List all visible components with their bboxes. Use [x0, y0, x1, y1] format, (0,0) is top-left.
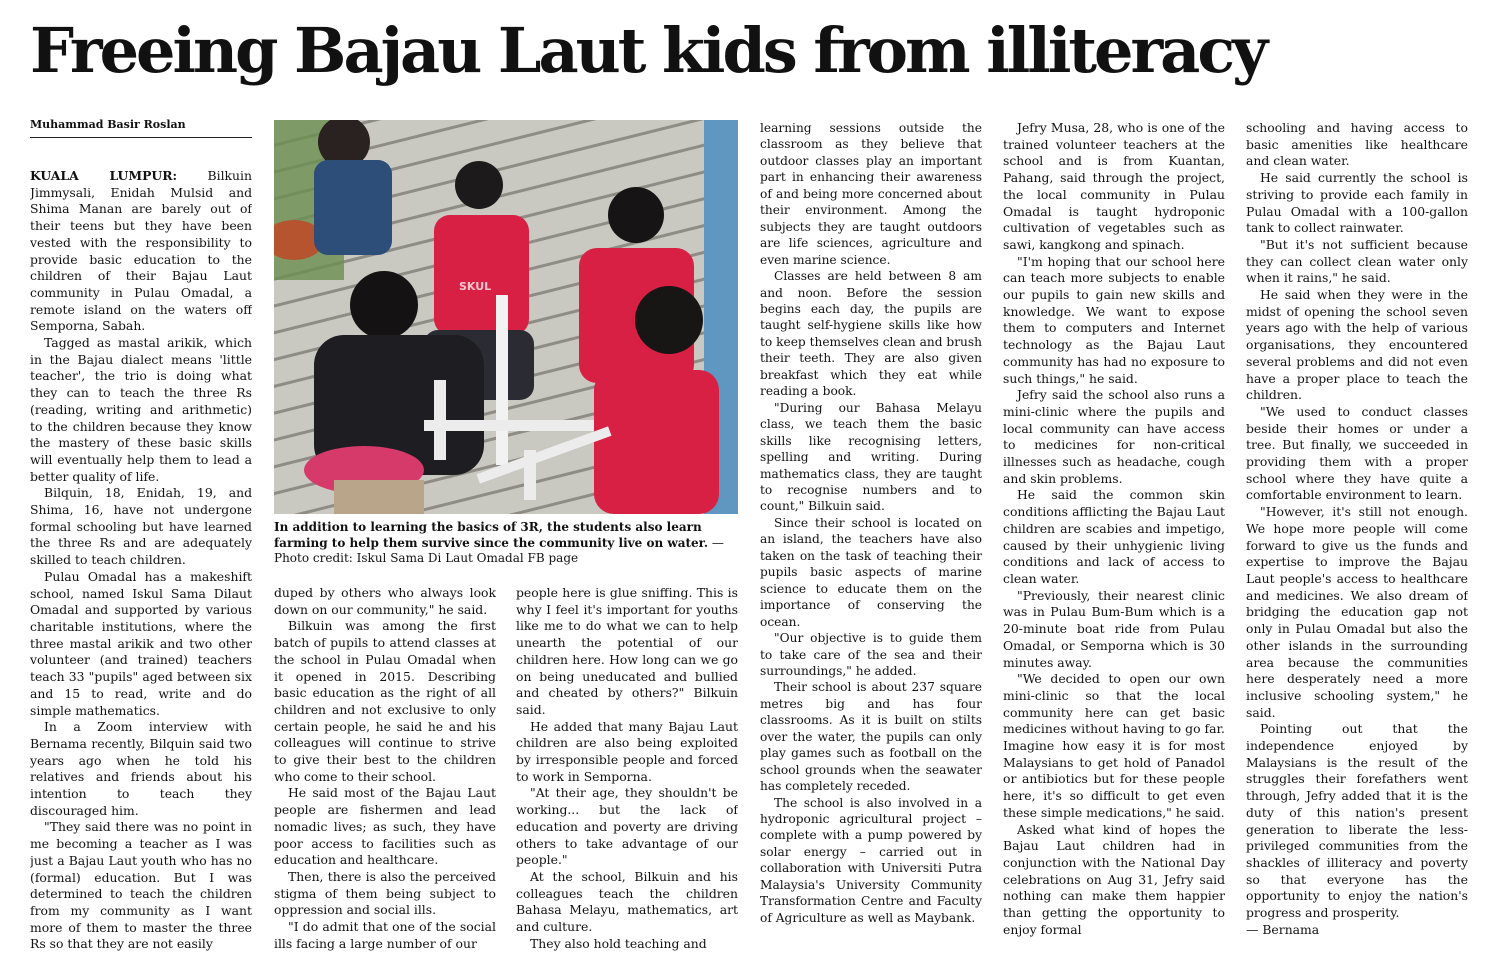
paragraph: "At their age, they shouldn't be working... but the lack of education and poverty are driving others to take advantage of our people.": [516, 785, 738, 868]
paragraph: Then, there is also the perceived stigma of them being subject to oppression and social ills.: [274, 868, 496, 918]
photo-illustration: [274, 120, 738, 514]
article-column-5: [1003, 120, 1225, 953]
paragraph: At the school, Bilkuin and his colleagues teach the children Bahasa Melayu, mathematics, art and culture.: [516, 868, 738, 935]
caption-credit: — Photo credit: Iskul Sama Di Laut Omadal FB page: [274, 535, 724, 565]
paragraph: He said currently the school is striving to provide each family in Pulau Omadal with a 100-gallon tank to collect rainwater.: [1246, 170, 1468, 236]
paragraph: "They said there was no point in me becoming a teacher as I was just a Bajau Laut youth who has no (formal) education. But I was determined to teach the children from my community as I want more of them to master the three Rs so that they are not easily: [30, 819, 252, 952]
caption-main: In addition to learning the basics of 3R, the students also learn farming to help them survive since the community live on water.: [274, 520, 709, 550]
paragraph: "We decided to open our own mini-clinic so that the local community here can get basic medicines without having to go far. Imagine how easy it is for most Malaysians to get hold of Panadol or antibiotics but for these people here, it's so difficult to get even these simple medications," he said.: [1003, 671, 1225, 820]
paragraph: Bilkuin was among the first batch of pupils to attend classes at the school in Pulau Omadal when it opened in 2015. Describing basic education as the right of all children and not exclusive to only certain people, he said he and his colleagues will continue to strive to give their best to the children who come to their school.: [274, 618, 496, 784]
paragraph: "We used to conduct classes beside their homes or under a tree. But finally, we succeeded in providing them with a proper school where they have quite a comfortable environment to learn.: [1246, 403, 1468, 503]
agency-credit: — Bernama: [1246, 921, 1320, 937]
paragraph: He said the common skin conditions afflicting the Bajau Laut children are scabies and impetigo, caused by their unhygienic living conditions and lack of access to clean water.: [1003, 487, 1225, 586]
paragraph: schooling and having access to basic amenities like healthcare and clean water.: [1246, 120, 1468, 169]
article-column-2: [274, 585, 496, 953]
paragraph: "I do admit that one of the social ills facing a large number of our: [274, 919, 496, 951]
shirt-print: SKUL: [459, 280, 492, 293]
article-column-3: [516, 585, 738, 953]
paragraph: Since their school is located on an island, the teachers have also taken on the task of teaching their pupils basic aspects of marine science to educate them on the importance of conserving the ocean.: [760, 515, 982, 629]
headline: Freeing Bajau Laut kids from illiteracy: [30, 14, 1266, 87]
article-column-6: [1246, 120, 1468, 953]
paragraph: He said when they were in the midst of opening the school seven years ago with the help of various organisations, they encountered several problems and did not even have a proper place to teach the children.: [1246, 287, 1468, 403]
paragraph: "During our Bahasa Melayu class, we teach them the basic skills like recognising letters, spelling and writing. During mathematics class, they are taught to recognise numbers and to count," Bilkuin said.: [760, 400, 982, 514]
article-photo: [274, 120, 738, 514]
paragraph: Bilquin, 18, Enidah, 19, and Shima, 16, have not undergone formal schooling but have learned the three Rs and are adequately skilled to teach children.: [30, 485, 252, 568]
paragraph: Their school is about 237 square metres big and has four classrooms. As it is built on stilts over the water, the pupils can only play games such as football on the school grounds when the seawater has completely receded.: [760, 680, 982, 794]
paragraph: KUALA LUMPUR: Bilkuin Jimmysali, Enidah Mulsid and Shima Manan are barely out of their teens but they have been vested with the responsibility to provide basic education to the children of their Bajau Laut community in Pulau Omadal, a remote island on the waters off Semporna, Sabah.: [30, 168, 252, 334]
paragraph: Pointing out that the independence enjoyed by Malaysians is the result of the struggles their forefathers went through, Jefry added that it is the duty of this nation's present generation to liberate the less-privileged communities from the shackles of illiteracy and poverty so that everyone has the opportunity to enjoy the nation's progress and prosperity.: [1246, 721, 1468, 921]
paragraph: In a Zoom interview with Bernama recently, Bilquin said two years ago when he told his relatives and friends about his intention to teach they discouraged him.: [30, 719, 252, 818]
paragraph: Classes are held between 8 am and noon. Before the session begins each day, the pupils are taught self-hygiene skills like how to keep themselves clean and brush their teeth. They are also given breakfast which they eat while reading a book.: [760, 269, 982, 399]
article-column-1: [30, 168, 252, 953]
paragraph: They also hold teaching and: [530, 935, 707, 951]
paragraph: He added that many Bajau Laut children are also being exploited by irresponsible people and forced to work in Semporna.: [516, 718, 738, 784]
paragraph: Jefry said the school also runs a mini-clinic where the pupils and local community can have access to medicines for non-critical illnesses such as headache, cough and skin problems.: [1003, 387, 1225, 486]
paragraph: "Our objective is to guide them to take care of the sea and their surroundings," he added.: [760, 631, 982, 678]
paragraph: He said most of the Bajau Laut people are fishermen and lead nomadic lives; as such, they have poor access to facilities such as education and healthcare.: [274, 785, 496, 868]
paragraph: The school is also involved in a hydroponic agricultural project – complete with a pump powered by solar energy – carried out in collaboration with Universiti Putra Malaysia's University Community Transformation Centre and Faculty of Agriculture as well as Maybank.: [760, 795, 982, 925]
photo-caption: [274, 520, 740, 567]
paragraph: duped by others who always look down on our community," he said.: [274, 585, 496, 617]
paragraph: "Previously, their nearest clinic was in Pulau Bum-Bum which is a 20-minute boat ride from Pulau Omadal, or Semporna which is 30 minutes away.: [1003, 587, 1225, 670]
paragraph: Pulau Omadal has a makeshift school, named Iskul Sama Dilaut Omadal and supported by various charitable institutions, where the three mastal arikik and two other volunteer (and trained) teachers teach 33 "pupils" aged between six and 15 to read, write and do simple mathematics.: [30, 568, 252, 718]
dateline: KUALA LUMPUR:: [30, 168, 178, 183]
article-column-4: [760, 120, 982, 953]
paragraph: Asked what kind of hopes the Bajau Laut children had in conjunction with the National Day celebrations on Aug 31, Jefry said nothing can make them happier than getting the opportunity to enjoy formal: [1003, 821, 1225, 937]
paragraph: "I'm hoping that our school here can teach more subjects to enable our pupils to gain new skills and knowledge. We want to expose them to computers and Internet technology as the Bajau Laut community has had no exposure to such things," he said.: [1003, 253, 1225, 386]
paragraph: Tagged as mastal arikik, which in the Bajau dialect means 'little teacher', the trio is doing what they can to teach the three Rs (reading, writing and arithmetic) to the children because they know the mastery of these basic skills will eventually help them to lead a better quality of life.: [30, 335, 252, 484]
paragraph: "But it's not sufficient because they can collect clean water only when it rains," he said.: [1246, 236, 1468, 286]
paragraph: learning sessions outside the classroom as they believe that outdoor classes play an important part in enhancing their awareness of and being more concerned about their environment. Among the subjects they are taught outdoors are life sciences, agriculture and even marine science.: [760, 121, 982, 267]
paragraph: Jefry Musa, 28, who is one of the trained volunteer teachers at the school and is from Kuantan, Pahang, said through the project, the local community in Pulau Omadal is taught hydroponic cultivation of vegetables such as sawi, kangkong and spinach.: [1003, 120, 1225, 252]
byline: Muhammad Basir Roslan: [30, 118, 252, 138]
paragraph: "However, it's still not enough. We hope more people will come forward to give us the funds and expertise to improve the Bajau Laut people's access to healthcare and medicines. We also dream of bridging the education gap not only in Pulau Omadal but also the other islands in the surrounding area because the communities here desperately need a more inclusive schooling system," he said.: [1246, 504, 1468, 720]
paragraph: people here is glue sniffing. This is why I feel it's important for youths like me to do what we can to help unearth the potential of our children here. How long can we go on being uneducated and bullied and cheated by others?" Bilkuin said.: [516, 585, 738, 717]
